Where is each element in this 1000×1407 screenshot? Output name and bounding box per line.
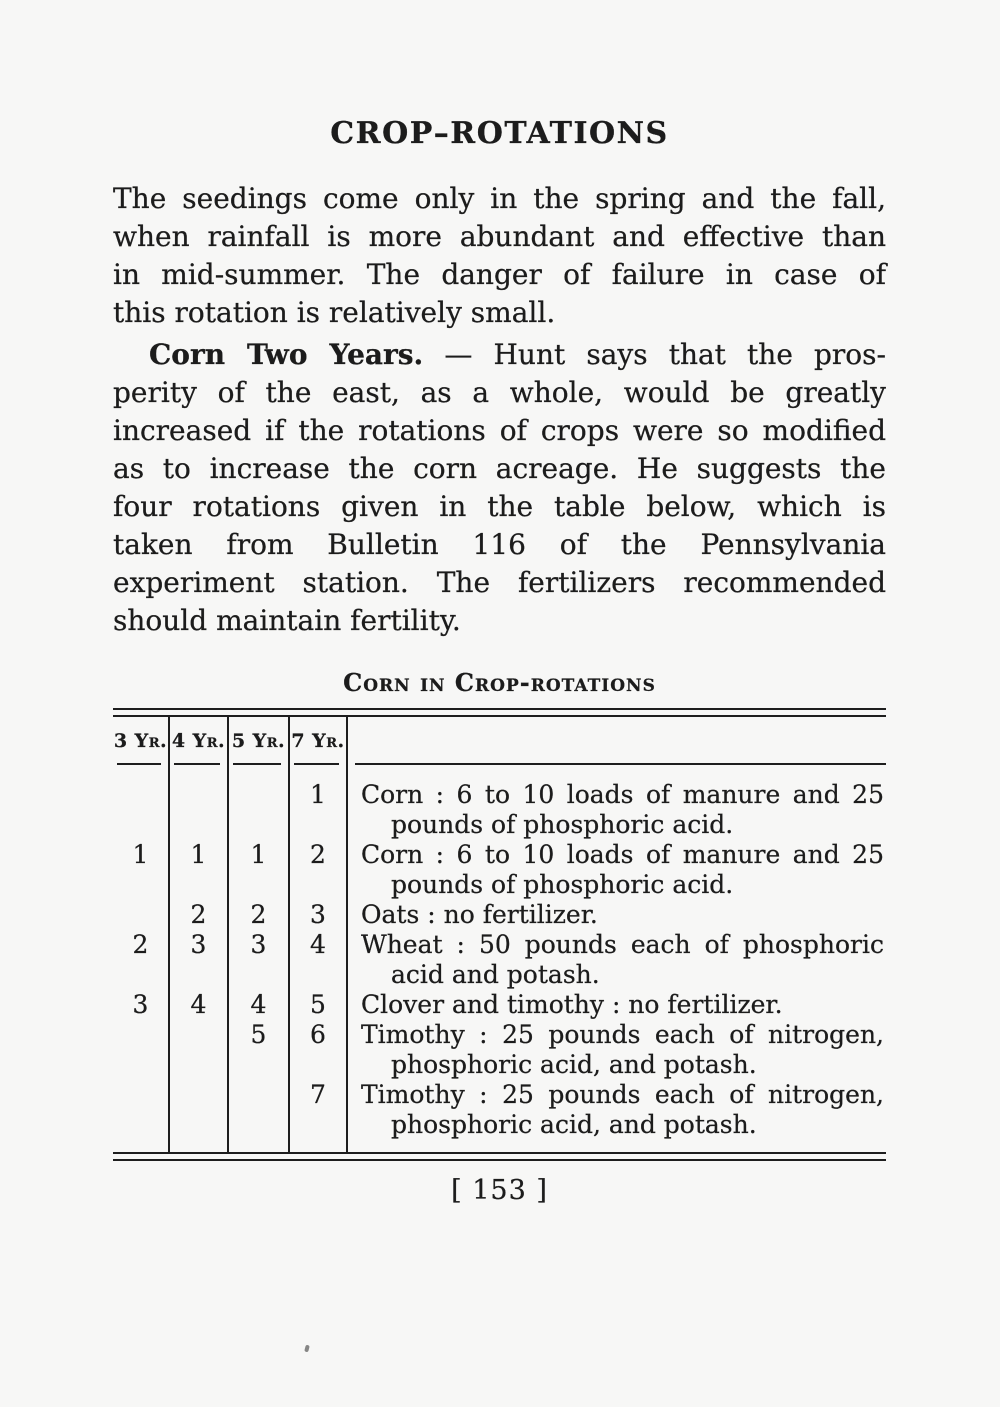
scan-speck <box>304 1345 310 1353</box>
table-header-row <box>113 717 886 765</box>
paragraph-lead-rest: — Hunt says that the pros- <box>423 338 886 371</box>
cell-5yr <box>228 1080 289 1152</box>
description-line-1: Corn : 6 to 10 loads of manure and 25 <box>361 780 884 809</box>
description-line-1: Oats : no fertilizer. <box>361 900 598 929</box>
description-line-1: Timothy : 25 pounds each of nitrogen, <box>361 1020 884 1049</box>
cell-5yr: 1 <box>228 840 289 900</box>
table-row <box>113 1080 886 1152</box>
cell-3yr: 3 <box>113 990 169 1020</box>
table-row <box>113 1020 886 1080</box>
table-row <box>113 840 886 900</box>
description-line-2: acid and potash. <box>391 960 600 989</box>
description-line-2: phosphoric acid, and potash. <box>391 1050 757 1079</box>
description-line-1: Wheat : 50 pounds each of phosphoric <box>361 930 884 959</box>
cell-4yr <box>169 765 228 840</box>
text-line: in mid-summer. The danger of failure in case of <box>113 258 886 291</box>
rotation-description <box>347 1080 886 1152</box>
cell-7yr: 7 <box>289 1080 347 1152</box>
text-line: when rainfall is more abundant and effective than <box>113 220 886 253</box>
cell-5yr <box>228 765 289 840</box>
text-line: increased if the rotations of crops were so modified <box>113 414 886 447</box>
rotation-description <box>347 765 886 840</box>
description-line-2: phosphoric acid, and potash. <box>391 1110 757 1139</box>
text-line: taken from Bulletin 116 of the Pennsylvania <box>113 528 886 561</box>
cell-3yr <box>113 1080 169 1152</box>
description-line-2: pounds of phosphoric acid. <box>391 870 734 899</box>
rotation-description <box>347 1020 886 1080</box>
double-rule-bottom <box>113 1152 886 1161</box>
text-line: this rotation is relatively small. <box>113 296 556 329</box>
cell-5yr: 4 <box>228 990 289 1020</box>
cell-4yr: 3 <box>169 930 228 990</box>
col-header-7yr: 7 Yr. <box>289 717 347 765</box>
table-row <box>113 900 886 930</box>
text-line: experiment station. The fertilizers recommended <box>113 566 886 599</box>
cell-3yr: 1 <box>113 840 169 900</box>
text-line: perity of the east, as a whole, would be greatly <box>113 376 886 409</box>
cell-7yr: 3 <box>289 900 347 930</box>
cell-4yr: 4 <box>169 990 228 1020</box>
double-rule-top <box>113 708 886 717</box>
paragraph-1 <box>113 180 886 332</box>
cell-5yr: 2 <box>228 900 289 930</box>
cell-3yr <box>113 1020 169 1080</box>
description-line-1: Clover and timothy : no fertilizer. <box>361 990 783 1019</box>
text-line: should maintain fertility. <box>113 604 461 637</box>
col-header-description <box>347 717 886 765</box>
cell-7yr: 4 <box>289 930 347 990</box>
cell-3yr: 2 <box>113 930 169 990</box>
cell-5yr: 5 <box>228 1020 289 1080</box>
cell-4yr: 2 <box>169 900 228 930</box>
col-header-5yr: 5 Yr. <box>228 717 289 765</box>
description-line-1: Corn : 6 to 10 loads of manure and 25 <box>361 840 884 869</box>
paragraph-2 <box>113 336 886 640</box>
cell-4yr: 1 <box>169 840 228 900</box>
description-line-2: pounds of phosphoric acid. <box>391 810 734 839</box>
col-header-4yr: 4 Yr. <box>169 717 228 765</box>
page-number: [ 153 ] <box>451 1175 548 1206</box>
text-line: The seedings come only in the spring and the fall, <box>113 182 886 215</box>
text-line: four rotations given in the table below, which is <box>113 490 886 523</box>
table-row <box>113 930 886 990</box>
page-title: CROP–ROTATIONS <box>330 116 669 151</box>
rotation-description <box>347 990 886 1020</box>
table-caption: Corn in Crop-rotations <box>343 668 656 697</box>
rotation-table <box>113 717 886 1152</box>
text-line <box>113 336 886 374</box>
cell-7yr: 6 <box>289 1020 347 1080</box>
col-header-3yr: 3 Yr. <box>113 717 169 765</box>
cell-5yr: 3 <box>228 930 289 990</box>
cell-7yr: 1 <box>289 765 347 840</box>
text-line: as to increase the corn acreage. He suggests the <box>113 452 886 485</box>
paragraph-lead: Corn Two Years. <box>149 338 424 371</box>
cell-3yr <box>113 765 169 840</box>
cell-3yr <box>113 900 169 930</box>
cell-7yr: 5 <box>289 990 347 1020</box>
description-line-1: Timothy : 25 pounds each of nitrogen, <box>361 1080 884 1109</box>
rotation-description <box>347 840 886 900</box>
rotation-description <box>347 900 886 930</box>
cell-7yr: 2 <box>289 840 347 900</box>
table-row <box>113 765 886 840</box>
cell-4yr <box>169 1020 228 1080</box>
cell-4yr <box>169 1080 228 1152</box>
table-row <box>113 990 886 1020</box>
rotation-description <box>347 930 886 990</box>
